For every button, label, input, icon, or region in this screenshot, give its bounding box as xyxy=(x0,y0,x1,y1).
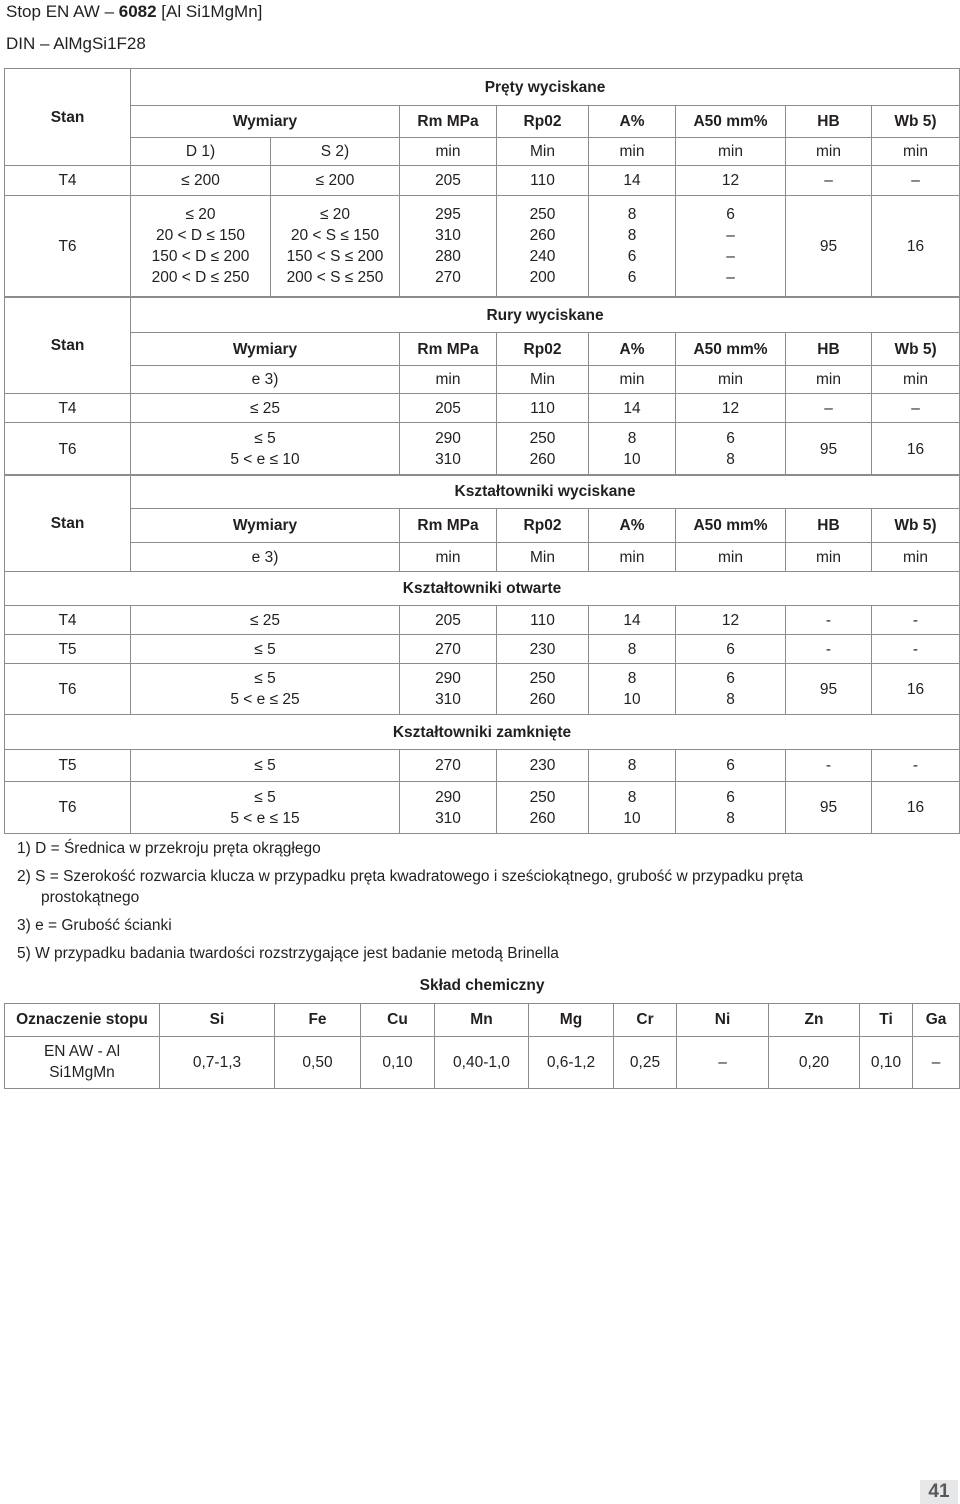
rp-cell xyxy=(497,664,589,715)
subheader-hb: min xyxy=(786,543,872,572)
rm-cell xyxy=(400,423,497,476)
header-hb: HB xyxy=(786,333,872,366)
cr-cell: 0,25 xyxy=(614,1036,677,1088)
header-a50: A50 mm% xyxy=(676,106,786,138)
header-rp02: Rp02 xyxy=(497,106,589,138)
dim-s-cell xyxy=(271,196,400,297)
rm-cell: 205 xyxy=(400,394,497,423)
hb-cell: 95 xyxy=(786,664,872,715)
cell-line: ≤ 5 xyxy=(254,670,276,687)
header-rm: Rm MPa xyxy=(400,106,497,138)
header-hb: HB xyxy=(786,106,872,138)
wb-cell: – xyxy=(872,166,960,196)
header-cu: Cu xyxy=(361,1003,435,1036)
dim-e-cell: ≤ 25 xyxy=(131,394,400,423)
cell-line: 310 xyxy=(435,691,461,708)
table-tubes xyxy=(4,297,960,476)
subheader-a: min xyxy=(589,138,676,166)
fe-cell: 0,50 xyxy=(275,1036,361,1088)
dim-e-cell xyxy=(131,423,400,476)
stan-header: Stan xyxy=(5,298,131,394)
header-row xyxy=(5,509,960,543)
cell-line: 8 xyxy=(627,227,637,244)
footnotes xyxy=(17,838,803,964)
rp-cell: 110 xyxy=(497,394,589,423)
subheader-a: min xyxy=(589,543,676,572)
footnote-2: 2) S = Szerokość rozwarcia klucza w przypadku pręta kwadratowego i sześciokątnego, grubość w przypadku pręta xyxy=(17,868,804,885)
cell-line: 280 xyxy=(435,248,461,265)
cell-line: Si1MgMn xyxy=(49,1064,115,1081)
a50-cell xyxy=(676,664,786,715)
header-row xyxy=(5,333,960,366)
si-cell: 0,7-1,3 xyxy=(160,1036,275,1088)
zn-cell: 0,20 xyxy=(769,1036,860,1088)
hb-cell: – xyxy=(786,394,872,423)
section-title: Kształtowniki wyciskane xyxy=(131,475,960,509)
subheader-row xyxy=(5,366,960,394)
rm-cell: 270 xyxy=(400,635,497,664)
cell-line: – xyxy=(726,248,735,265)
section-title: Pręty wyciskane xyxy=(131,69,960,106)
table-row xyxy=(5,750,960,782)
cell-line: ≤ 5 xyxy=(254,788,276,806)
cell-line: 6 xyxy=(726,670,735,687)
cell-line: 10 xyxy=(623,691,641,708)
header-a50: A50 mm% xyxy=(676,333,786,366)
cell-line: 250 xyxy=(529,206,556,223)
rm-cell xyxy=(400,782,497,834)
subheader-hb: min xyxy=(786,366,872,394)
rp-cell: 230 xyxy=(497,635,589,664)
header-mn: Mn xyxy=(435,1003,529,1036)
cell-line: 295 xyxy=(435,206,461,223)
header-cr: Cr xyxy=(614,1003,677,1036)
subheader-wb: min xyxy=(872,138,960,166)
state-cell: T4 xyxy=(5,166,131,196)
footnote-2-continued: prostokątnego xyxy=(41,889,140,906)
subheader-wb: min xyxy=(872,366,960,394)
cell-line: 8 xyxy=(726,809,735,827)
subheader-rm: min xyxy=(400,366,497,394)
open-profiles-title: Kształtowniki otwarte xyxy=(5,572,960,606)
cell-line: 310 xyxy=(435,227,461,244)
hb-cell: 95 xyxy=(786,196,872,297)
header-row xyxy=(5,1003,960,1036)
hb-cell: 95 xyxy=(786,423,872,476)
closed-profiles-title: Kształtowniki zamknięte xyxy=(5,715,960,750)
wb-cell: 16 xyxy=(872,423,960,476)
dim-e-cell: ≤ 25 xyxy=(131,606,400,635)
subheader-hb: min xyxy=(786,138,872,166)
cell-line: 290 xyxy=(435,430,461,447)
hb-cell: - xyxy=(786,606,872,635)
subheader-s: S 2) xyxy=(271,138,400,166)
cell-line: 250 xyxy=(529,430,556,447)
header-a: A% xyxy=(589,333,676,366)
stan-header: Stan xyxy=(5,69,131,166)
cell-line: 20 < S ≤ 150 xyxy=(290,227,380,244)
alloy-title xyxy=(6,2,262,22)
cell-line: 8 xyxy=(726,691,735,708)
header-a: A% xyxy=(589,106,676,138)
cell-line: 200 < D ≤ 250 xyxy=(151,269,250,286)
wb-cell: - xyxy=(872,750,960,782)
header-row xyxy=(5,106,960,138)
cell-line: 8 xyxy=(627,670,637,687)
header-alloy: Oznaczenie stopu xyxy=(5,1003,160,1036)
subheader-a50: min xyxy=(676,138,786,166)
a50-cell xyxy=(676,423,786,476)
ni-cell: – xyxy=(677,1036,769,1088)
rm-cell: 205 xyxy=(400,166,497,196)
rp-cell: 110 xyxy=(497,166,589,196)
cell-line: 240 xyxy=(529,248,556,265)
cell-line: 5 < e ≤ 25 xyxy=(230,691,300,708)
wb-cell: 16 xyxy=(872,196,960,297)
cell-line: 10 xyxy=(623,451,641,468)
stan-header: Stan xyxy=(5,475,131,572)
a50-cell xyxy=(676,196,786,297)
state-cell: T5 xyxy=(5,750,131,782)
header-a: A% xyxy=(589,509,676,543)
table-row xyxy=(5,606,960,635)
a-cell: 14 xyxy=(589,166,676,196)
cell-line: ≤ 5 xyxy=(254,430,276,447)
cell-line: 270 xyxy=(435,269,461,286)
cell-line: 290 xyxy=(435,670,461,687)
rm-cell: 205 xyxy=(400,606,497,635)
subheader-a: min xyxy=(589,366,676,394)
rp-cell xyxy=(497,196,589,297)
a-cell: 8 xyxy=(589,750,676,782)
table-chemical-composition xyxy=(4,969,960,1089)
header-wb: Wb 5) xyxy=(872,106,960,138)
din-designation: DIN – AlMgSi1F28 xyxy=(6,34,146,53)
cell-line: 5 < e ≤ 10 xyxy=(230,451,300,468)
a50-cell xyxy=(676,782,786,834)
cell-line: 8 xyxy=(627,430,637,447)
cell-line: 6 xyxy=(627,248,637,265)
cell-line: 200 xyxy=(529,269,556,286)
table-row xyxy=(5,664,960,715)
cell-line: 200 < S ≤ 250 xyxy=(286,269,384,286)
dim-e-cell: ≤ 5 xyxy=(131,750,400,782)
cell-line: – xyxy=(726,227,735,244)
rp-cell xyxy=(497,423,589,476)
table-row xyxy=(5,1036,960,1088)
hb-cell: - xyxy=(786,635,872,664)
header-dimensions: Wymiary xyxy=(131,333,400,366)
footnote-1: 1) D = Średnica w przekroju pręta okrągłego xyxy=(17,840,321,857)
alloy-cell xyxy=(5,1036,160,1088)
header-si: Si xyxy=(160,1003,275,1036)
subheader-rp: Min xyxy=(497,138,589,166)
wb-cell: – xyxy=(872,394,960,423)
cell-line: 250 xyxy=(529,788,556,806)
header-wb: Wb 5) xyxy=(872,333,960,366)
table-bars xyxy=(4,68,960,297)
state-cell: T5 xyxy=(5,635,131,664)
state-cell: T6 xyxy=(5,782,131,834)
header-zn: Zn xyxy=(769,1003,860,1036)
cell-line: 260 xyxy=(529,227,556,244)
rm-cell: 270 xyxy=(400,750,497,782)
rm-cell xyxy=(400,664,497,715)
a-cell: 14 xyxy=(589,606,676,635)
a-cell: 14 xyxy=(589,394,676,423)
subheader-e: e 3) xyxy=(131,543,400,572)
rp-cell xyxy=(497,782,589,834)
subheader-row xyxy=(5,138,960,166)
alloy-title-prefix: Stop EN AW – xyxy=(6,2,119,21)
state-cell: T6 xyxy=(5,664,131,715)
mn-cell: 0,40-1,0 xyxy=(435,1036,529,1088)
rp-cell: 230 xyxy=(497,750,589,782)
wb-cell: 16 xyxy=(872,782,960,834)
section-title: Rury wyciskane xyxy=(131,298,960,333)
subheader-rm: min xyxy=(400,138,497,166)
header-wb: Wb 5) xyxy=(872,509,960,543)
section-title: Skład chemiczny xyxy=(5,969,960,1003)
cell-line: 250 xyxy=(529,670,556,687)
cell-line: 260 xyxy=(529,691,556,708)
subheader-rm: min xyxy=(400,543,497,572)
state-cell: T6 xyxy=(5,196,131,297)
cell-line: 6 xyxy=(726,206,735,223)
header-rp02: Rp02 xyxy=(497,333,589,366)
hb-cell: 95 xyxy=(786,782,872,834)
header-ti: Ti xyxy=(860,1003,913,1036)
cell-line: 150 < S ≤ 200 xyxy=(286,248,384,265)
cell-line: 310 xyxy=(435,809,461,827)
a50-cell: 12 xyxy=(676,394,786,423)
dim-d-cell xyxy=(131,196,271,297)
a50-cell: 12 xyxy=(676,606,786,635)
header-rp02: Rp02 xyxy=(497,509,589,543)
header-fe: Fe xyxy=(275,1003,361,1036)
header-ga: Ga xyxy=(913,1003,960,1036)
dim-e-cell: ≤ 5 xyxy=(131,635,400,664)
state-cell: T4 xyxy=(5,394,131,423)
cell-line: 260 xyxy=(529,809,556,827)
table-row xyxy=(5,394,960,423)
mg-cell: 0,6-1,2 xyxy=(529,1036,614,1088)
dim-s-cell: ≤ 200 xyxy=(271,166,400,196)
cell-line: 150 < D ≤ 200 xyxy=(151,248,250,265)
rp-cell: 110 xyxy=(497,606,589,635)
header-a50: A50 mm% xyxy=(676,509,786,543)
table-row xyxy=(5,196,960,297)
a50-cell: 6 xyxy=(676,750,786,782)
cell-line: 10 xyxy=(623,809,641,827)
wb-cell: - xyxy=(872,635,960,664)
cell-line: 8 xyxy=(726,451,735,468)
header-mg: Mg xyxy=(529,1003,614,1036)
subheader-a50: min xyxy=(676,366,786,394)
table-row xyxy=(5,423,960,476)
cell-line: 8 xyxy=(627,788,637,806)
cell-line: 8 xyxy=(627,206,637,223)
header-hb: HB xyxy=(786,509,872,543)
header-ni: Ni xyxy=(677,1003,769,1036)
cell-line: – xyxy=(726,269,735,286)
a-cell xyxy=(589,782,676,834)
cell-line: 6 xyxy=(726,430,735,447)
a-cell: 8 xyxy=(589,635,676,664)
ga-cell: – xyxy=(913,1036,960,1088)
header-rm: Rm MPa xyxy=(400,333,497,366)
alloy-title-suffix: [Al Si1MgMn] xyxy=(156,2,263,21)
table-profiles xyxy=(4,474,960,834)
cell-line: EN AW - Al xyxy=(43,1043,121,1060)
subheader-e: e 3) xyxy=(131,366,400,394)
cell-line: 20 < D ≤ 150 xyxy=(155,227,246,244)
dim-e-cell xyxy=(131,664,400,715)
cell-line: ≤ 20 xyxy=(185,206,216,223)
a50-cell: 6 xyxy=(676,635,786,664)
footnote-5: 5) W przypadku badania twardości rozstrzygające jest badanie metodą Brinella xyxy=(17,945,559,962)
subheader-rp: Min xyxy=(497,543,589,572)
wb-cell: - xyxy=(872,606,960,635)
cu-cell: 0,10 xyxy=(361,1036,435,1088)
subheader-row xyxy=(5,543,960,572)
ti-cell: 0,10 xyxy=(860,1036,913,1088)
dim-d-cell: ≤ 200 xyxy=(131,166,271,196)
alloy-number: 6082 xyxy=(118,2,157,21)
a-cell xyxy=(589,664,676,715)
subheader-rp: Min xyxy=(497,366,589,394)
wb-cell: 16 xyxy=(872,664,960,715)
a50-cell: 12 xyxy=(676,166,786,196)
table-row xyxy=(5,166,960,196)
a-cell xyxy=(589,196,676,297)
header-dimensions: Wymiary xyxy=(131,509,400,543)
cell-line: 260 xyxy=(529,451,556,468)
cell-line: 5 < e ≤ 15 xyxy=(230,809,300,827)
cell-line: 290 xyxy=(435,788,461,806)
state-cell: T6 xyxy=(5,423,131,476)
state-cell: T4 xyxy=(5,606,131,635)
hb-cell: – xyxy=(786,166,872,196)
footnote-3: 3) e = Grubość ścianki xyxy=(17,917,172,934)
header-dimensions: Wymiary xyxy=(131,106,400,138)
subheader-d: D 1) xyxy=(131,138,271,166)
cell-line: ≤ 20 xyxy=(319,206,351,223)
cell-line: 6 xyxy=(627,269,637,286)
cell-line: 310 xyxy=(435,451,461,468)
subheader-wb: min xyxy=(872,543,960,572)
table-row xyxy=(5,635,960,664)
header-rm: Rm MPa xyxy=(400,509,497,543)
a-cell xyxy=(589,423,676,476)
cell-line: 6 xyxy=(726,788,735,806)
subheader-a50: min xyxy=(676,543,786,572)
dim-e-cell xyxy=(131,782,400,834)
hb-cell: - xyxy=(786,750,872,782)
page-number: 41 xyxy=(920,1480,958,1504)
rm-cell xyxy=(400,196,497,297)
table-row xyxy=(5,782,960,834)
